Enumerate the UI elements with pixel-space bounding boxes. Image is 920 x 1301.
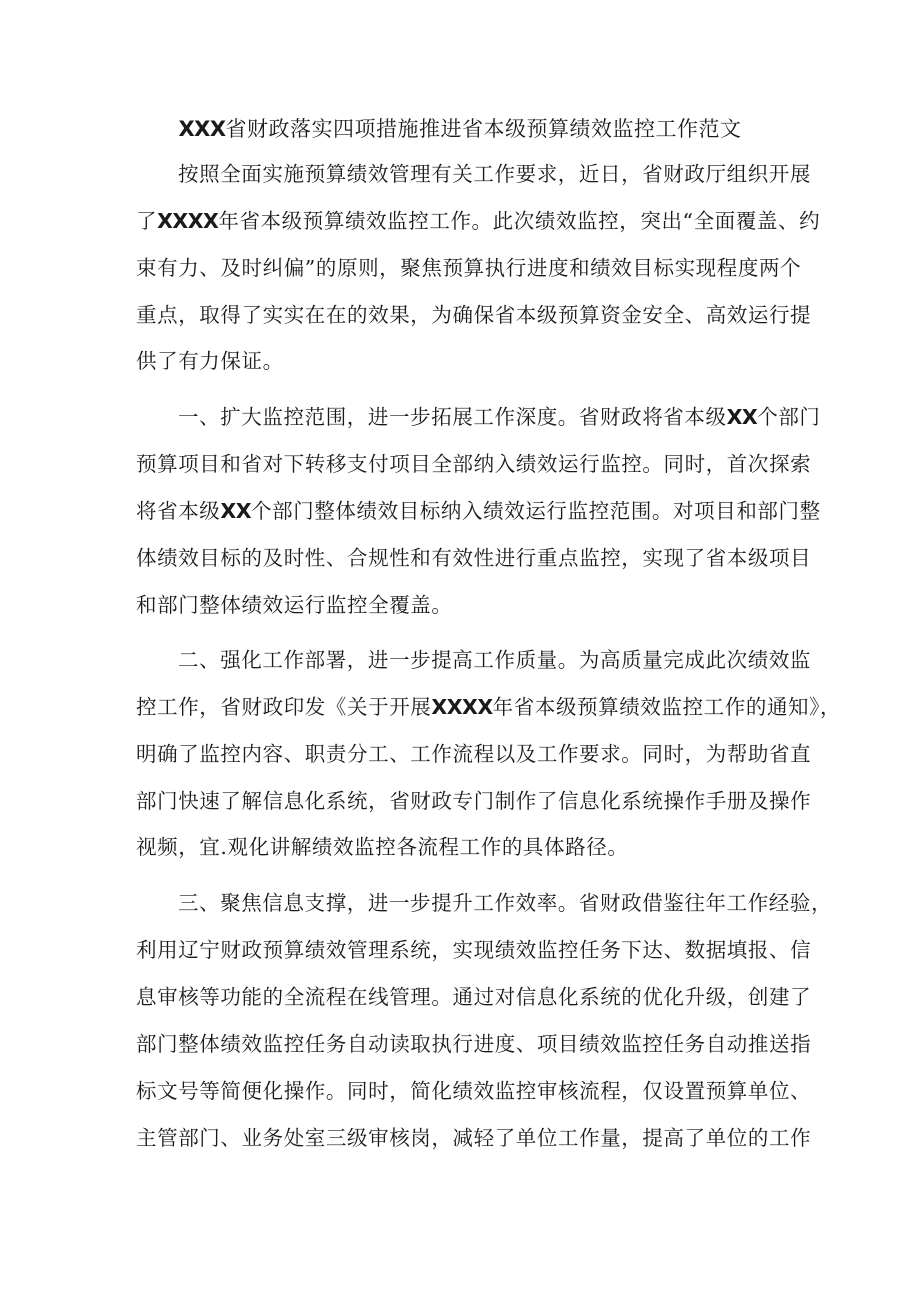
paragraph-line: 束有力、及时纠偏”的原则，聚焦预算执行进度和绩效目标实现程度两个 <box>136 256 802 280</box>
paragraph-line <box>178 403 821 431</box>
paragraph-line: 息审核等功能的全流程在线管理。通过对信息化系统的优化升级，创建了 <box>136 985 812 1009</box>
document-title <box>0 114 920 144</box>
paragraph-line: 二、强化工作部署，进一步提高工作质量。为高质量完成此次绩效监 <box>178 648 811 672</box>
paragraph-line: 和部门整体绩效运行监控全覆盖。 <box>136 593 453 617</box>
paragraph-line: 重点，取得了实实在在的效果，为确保省本级预算资金安全、高效运行提 <box>136 303 812 327</box>
paragraph-line: 体绩效目标的及时性、合规性和有效性进行重点监控，实现了省本级项目 <box>136 546 812 570</box>
paragraph-line <box>136 693 841 721</box>
paragraph-line: 标文号等简便化操作。同时，简化绩效监控审核流程，仅设置预算单位、 <box>136 1079 812 1103</box>
placeholder-token: XXXX <box>431 695 493 719</box>
paragraph-line: 利用辽宁财政预算绩效管理系统，实现绩效监控任务下达、数据填报、信 <box>136 938 812 962</box>
paragraph-line: 三、聚焦信息支撑，进一步提升工作效率。省财政借鉴往年工作经验， <box>178 891 833 915</box>
paragraph-line: 部门整体绩效监控任务自动读取执行进度、项目绩效监控任务自动推送指 <box>136 1032 812 1056</box>
paragraph-line: 供了有力保证。 <box>136 349 284 373</box>
paragraph-line: 主管部门、业务处室三级审核岗，减轻了单位工作量，提高了单位的工作 <box>136 1126 812 1150</box>
paragraph-line: 预算项目和省对下转移支付项目全部纳入绩效运行监控。同时，首次探索 <box>136 452 812 476</box>
paragraph-line: 按照全面实施预算绩效管理有关工作要求，近日，省财政厅组织开展 <box>178 162 811 186</box>
line-suffix: 个部门 <box>757 405 821 429</box>
line-prefix: 将省本级 <box>136 499 221 523</box>
placeholder-token: XXXX <box>157 209 219 233</box>
line-suffix: 年省本级预算绩效监控工作。此次绩效监控，突出“全面覆盖、约 <box>218 209 821 233</box>
title-prefix: XXX <box>178 117 226 141</box>
line-suffix: 个部门整体绩效目标纳入绩效运行监控范围。对项目和部门整 <box>251 499 821 523</box>
paragraph-line: 部门快速了解信息化系统，省财政专门制作了信息化系统操作手册及操作 <box>136 789 812 813</box>
paragraph-line <box>136 497 821 525</box>
title-text: 省财政落实四项措施推进省本级预算绩效监控工作范文 <box>225 117 742 141</box>
paragraph-line: 明确了监控内容、职责分工、工作流程以及工作要求。同时，为帮助省直 <box>136 742 812 766</box>
paragraph-line <box>136 207 820 235</box>
line-prefix: 一、扩大监控范围，进一步拓展工作深度。省财政将省本级 <box>178 405 727 429</box>
placeholder-token: XX <box>726 405 758 429</box>
placeholder-token: XX <box>220 499 252 523</box>
line-prefix: 控工作，省财政印发《关于开展 <box>136 695 432 719</box>
line-prefix: 了 <box>136 209 158 233</box>
paragraph-line: 视频，宜.观化讲解绩效监控各流程工作的具体路径。 <box>136 835 629 859</box>
line-suffix: 年省本级预算绩效监控工作的通知》， <box>492 695 842 719</box>
